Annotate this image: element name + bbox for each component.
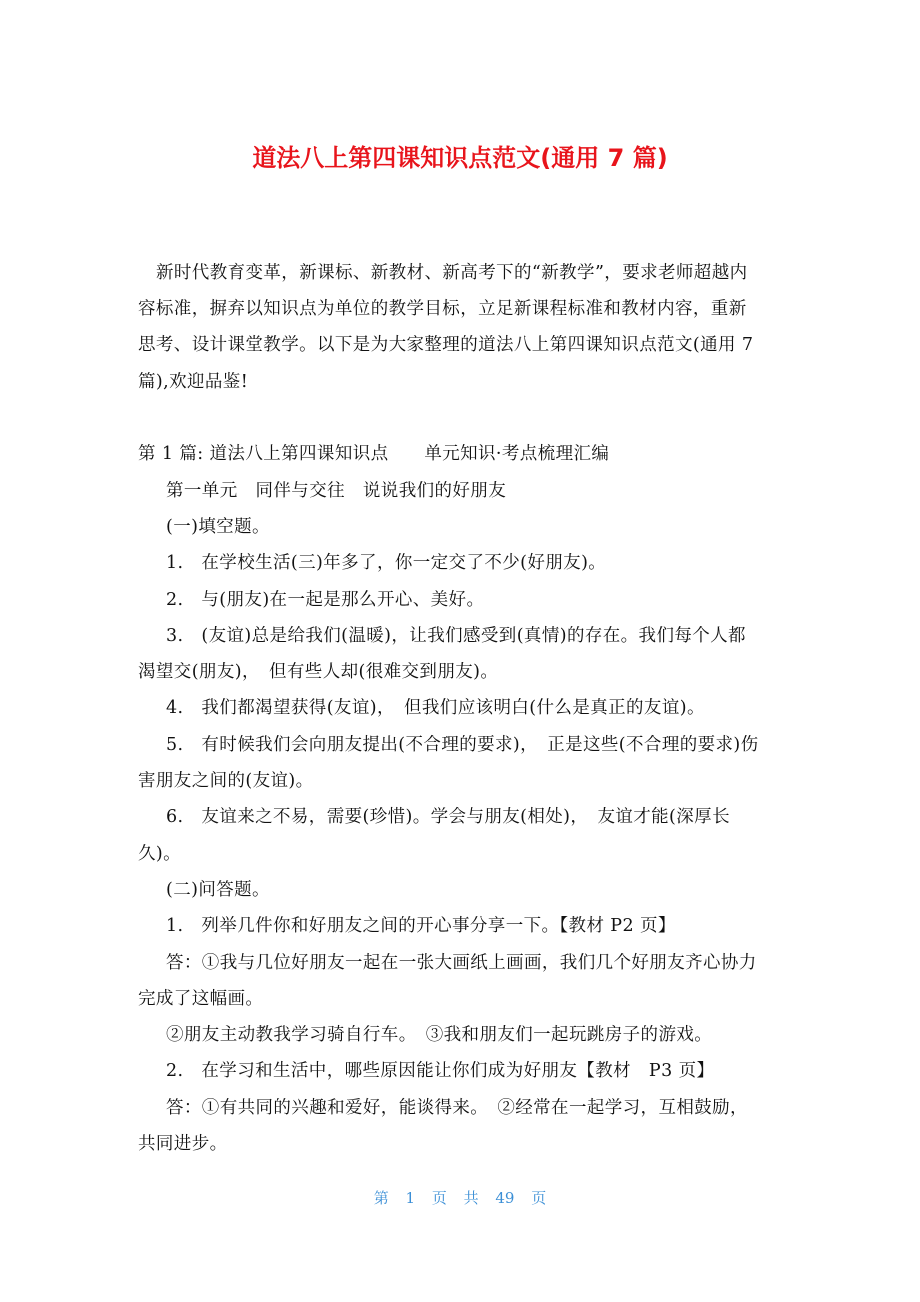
intro-line-1: 新时代教育变革，新课标、新教材、新高考下的“新教学”，要求老师超越内 (156, 263, 748, 283)
list-item: 1. 在学校生活(三)年多了，你一定交了不少(好朋友)。 (166, 553, 607, 573)
list-item-continuation: 害朋友之间的(友谊)。 (138, 771, 314, 791)
subsection-fill-blank: (一)填空题。 (166, 517, 270, 537)
page-footer: 第 1 页 共 49 页 (373, 1189, 547, 1207)
list-item: 3. (友谊)总是给我们(温暖)，让我们感受到(真情)的存在。我们每个人都 (166, 626, 746, 646)
list-item: 6. 友谊来之不易，需要(珍惜)。学会与朋友(相处)， 友谊才能(深厚长 (166, 807, 730, 827)
question-item: 2. 在学习和生活中，哪些原因能让你们成为好朋友【教材 P3 页】 (166, 1061, 715, 1081)
list-item-continuation: 久)。 (138, 844, 182, 864)
list-item: 5. 有时候我们会向朋友提出(不合理的要求)， 正是这些(不合理的要求)伤 (166, 735, 759, 755)
intro-line-3: 思考、设计课堂教学。以下是为大家整理的道法八上第四课知识点范文(通用 7 (138, 335, 754, 355)
document-title: 道法八上第四课知识点范文(通用 7 篇) (252, 144, 668, 172)
answer-line: 答：①有共同的兴趣和爱好，能谈得来。 ②经常在一起学习，互相鼓励， (166, 1098, 748, 1118)
answer-line: ②朋友主动教我学习骑自行车。 ③我和朋友们一起玩跳房子的游戏。 (166, 1025, 713, 1045)
answer-continuation: 完成了这幅画。 (138, 989, 264, 1009)
section-heading: 第 1 篇: 道法八上第四课知识点 单元知识·考点梳理汇编 (138, 444, 610, 464)
subsection-qa: (二)问答题。 (166, 880, 270, 900)
list-item: 4. 我们都渴望获得(友谊)， 但我们应该明白(什么是真正的友谊)。 (166, 698, 705, 718)
intro-line-4: 篇),欢迎品鉴! (138, 372, 249, 392)
unit-heading: 第一单元 同伴与交往 说说我们的好朋友 (166, 481, 507, 501)
intro-line-2: 容标准，摒弃以知识点为单位的教学目标，立足新课程标准和教材内容，重新 (138, 299, 747, 319)
question-item: 1. 列举几件你和好朋友之间的开心事分享一下。【教材 P2 页】 (166, 916, 676, 936)
answer-continuation: 共同进步。 (138, 1134, 228, 1154)
answer-line: 答：①我与几位好朋友一起在一张大画纸上画画，我们几个好朋友齐心协力 (166, 953, 757, 973)
list-item-continuation: 渴望交(朋友)， 但有些人却(很难交到朋友)。 (138, 662, 499, 682)
list-item: 2. 与(朋友)在一起是那么开心、美好。 (166, 590, 485, 610)
